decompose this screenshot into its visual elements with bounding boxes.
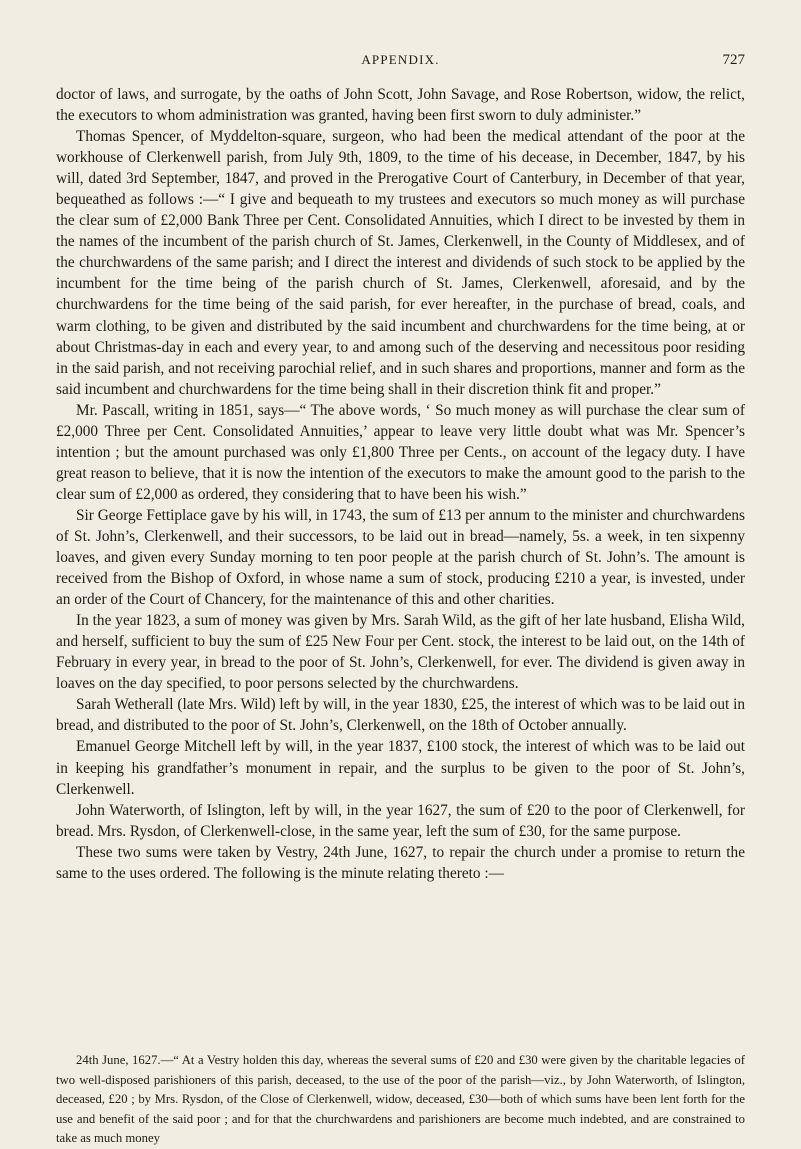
paragraph-spencer-bequest: Thomas Spencer, of Myddelton-square, surgeon, who had been the medical attendant of the poor at the workhouse of Clerkenwell parish, from July 9th, 1809, to the time of his decease, in December, 1847, by his will, dated 3rd September, 1847, and proved in the Prerogative Court of Canterbury, in December of that year, bequeathed as follows :—“ I give and bequeath to my trustees and executors so much money as will purchase the clear sum of £2,000 Bank Three per Cent. Consolidated Annuities, which I direct to be invested by them in the names of the incumbent of the parish church of St. James, Clerkenwell, in the County of Middlesex, and of the churchwardens of the same parish; and I direct the interest and dividends of such stock to be applied by the incumbent for the time being of the parish church of St. James, Clerkenwell, aforesaid, and by the churchwardens for the time being of the said parish, for ever hereafter, in the purchase of bread, coals, and warm clothing, to be given and distributed by the said incumbent and churchwardens for the time being, at or about Christmas-day in each and every year, to and among such of the deserving and necessitous poor residing in the said parish, and not receiving parochial relief, and in such shares and proportions, manner and form as the said incumbent and churchwardens for the time being shall in their discretion think fit and proper.”: [56, 128, 745, 398]
paragraph-wild-gift: In the year 1823, a sum of money was given by Mrs. Sarah Wild, as the gift of her late husband, Elisha Wild, and herself, sufficient to buy the sum of £25 New Four per Cent. stock, the interest to be laid out, on the 14th of February in every year, in bread to the poor of St. John’s, Clerkenwell, for ever. The dividend is given away in loaves on the day specified, to poor persons selected by the churchwardens.: [56, 612, 745, 693]
paragraph-continuation: doctor of laws, and surrogate, by the oaths of John Scott, John Savage, and Rose Robertson, widow, the relict, the executors to whom administration was granted, having been first sworn to duly administer.”: [56, 86, 745, 125]
page-header: [0, 52, 801, 72]
running-head: APPENDIX.: [361, 52, 440, 67]
paragraph-waterworth: John Waterworth, of Islington, left by will, in the year 1627, the sum of £20 to the poor of Clerkenwell, for bread. Mrs. Rysdon, of Clerkenwell-close, in the same year, left the sum of £30, for the same purpose.: [56, 801, 745, 840]
note-text: 24th June, 1627.—“ At a Vestry holden this day, whereas the several sums of £20 and £30 were given by the charitable legacies of two well-disposed parishioners of this parish, deceased, to the use of the poor of the parish—viz., by John Waterworth, of Islington, deceased, £20 ; by Mrs. Rysdon, of the Close of Clerkenwell, widow, deceased, £30—both of which sums have been lent forth for the use and benefit of the said poor ; and for that the churchwardens and parishioners are become much indebted, and are constrained to take as much money: [56, 1053, 745, 1146]
paragraph-wetherall: Sarah Wetherall (late Mrs. Wild) left by will, in the year 1830, £25, the interest of which was to be laid out in bread, and distributed to the poor of St. John’s, Clerkenwell, on the 18th of October annually.: [56, 696, 745, 735]
paragraph-mitchell: Emanuel George Mitchell left by will, in the year 1837, £100 stock, the interest of which was to be laid out in keeping his grandfather’s monument in repair, and the surplus to be given to the poor of St. John’s, Clerkenwell.: [56, 738, 745, 798]
paragraph-pascall: Mr. Pascall, writing in 1851, says—“ The above words, ‘ So much money as will purchase the clear sum of £2,000 Three per Cent. Consolidated Annuities,’ appear to leave very little doubt what was Mr. Spencer’s intention ; but the amount purchased was only £1,800 Three per Cents., on account of the legacy duty. I have great reason to believe, that it is now the intention of the executors to make the amount good to the parish to the clear sum of £2,000 as ordered, they considering that to have been his wish.”: [56, 401, 745, 503]
page-number: 727: [722, 52, 745, 68]
vestry-minute-note: [56, 1051, 745, 1149]
body-text: [56, 84, 745, 884]
paragraph-vestry: These two sums were taken by Vestry, 24th June, 1627, to repair the church under a promise to return the same to the uses ordered. The following is the minute relating thereto :—: [56, 843, 745, 882]
paragraph-fettiplace: Sir George Fettiplace gave by his will, in 1743, the sum of £13 per annum to the minister and churchwardens of St. John’s, Clerkenwell, and their successors, to be laid out in bread—namely, 5s. a week, in ten sixpenny loaves, and given every Sunday morning to ten poor people at the parish church of St. John’s. The amount is received from the Bishop of Oxford, in whose name a sum of stock, producing £210 a year, is invested, under an order of the Court of Chancery, for the maintenance of this and other charities.: [56, 506, 745, 609]
